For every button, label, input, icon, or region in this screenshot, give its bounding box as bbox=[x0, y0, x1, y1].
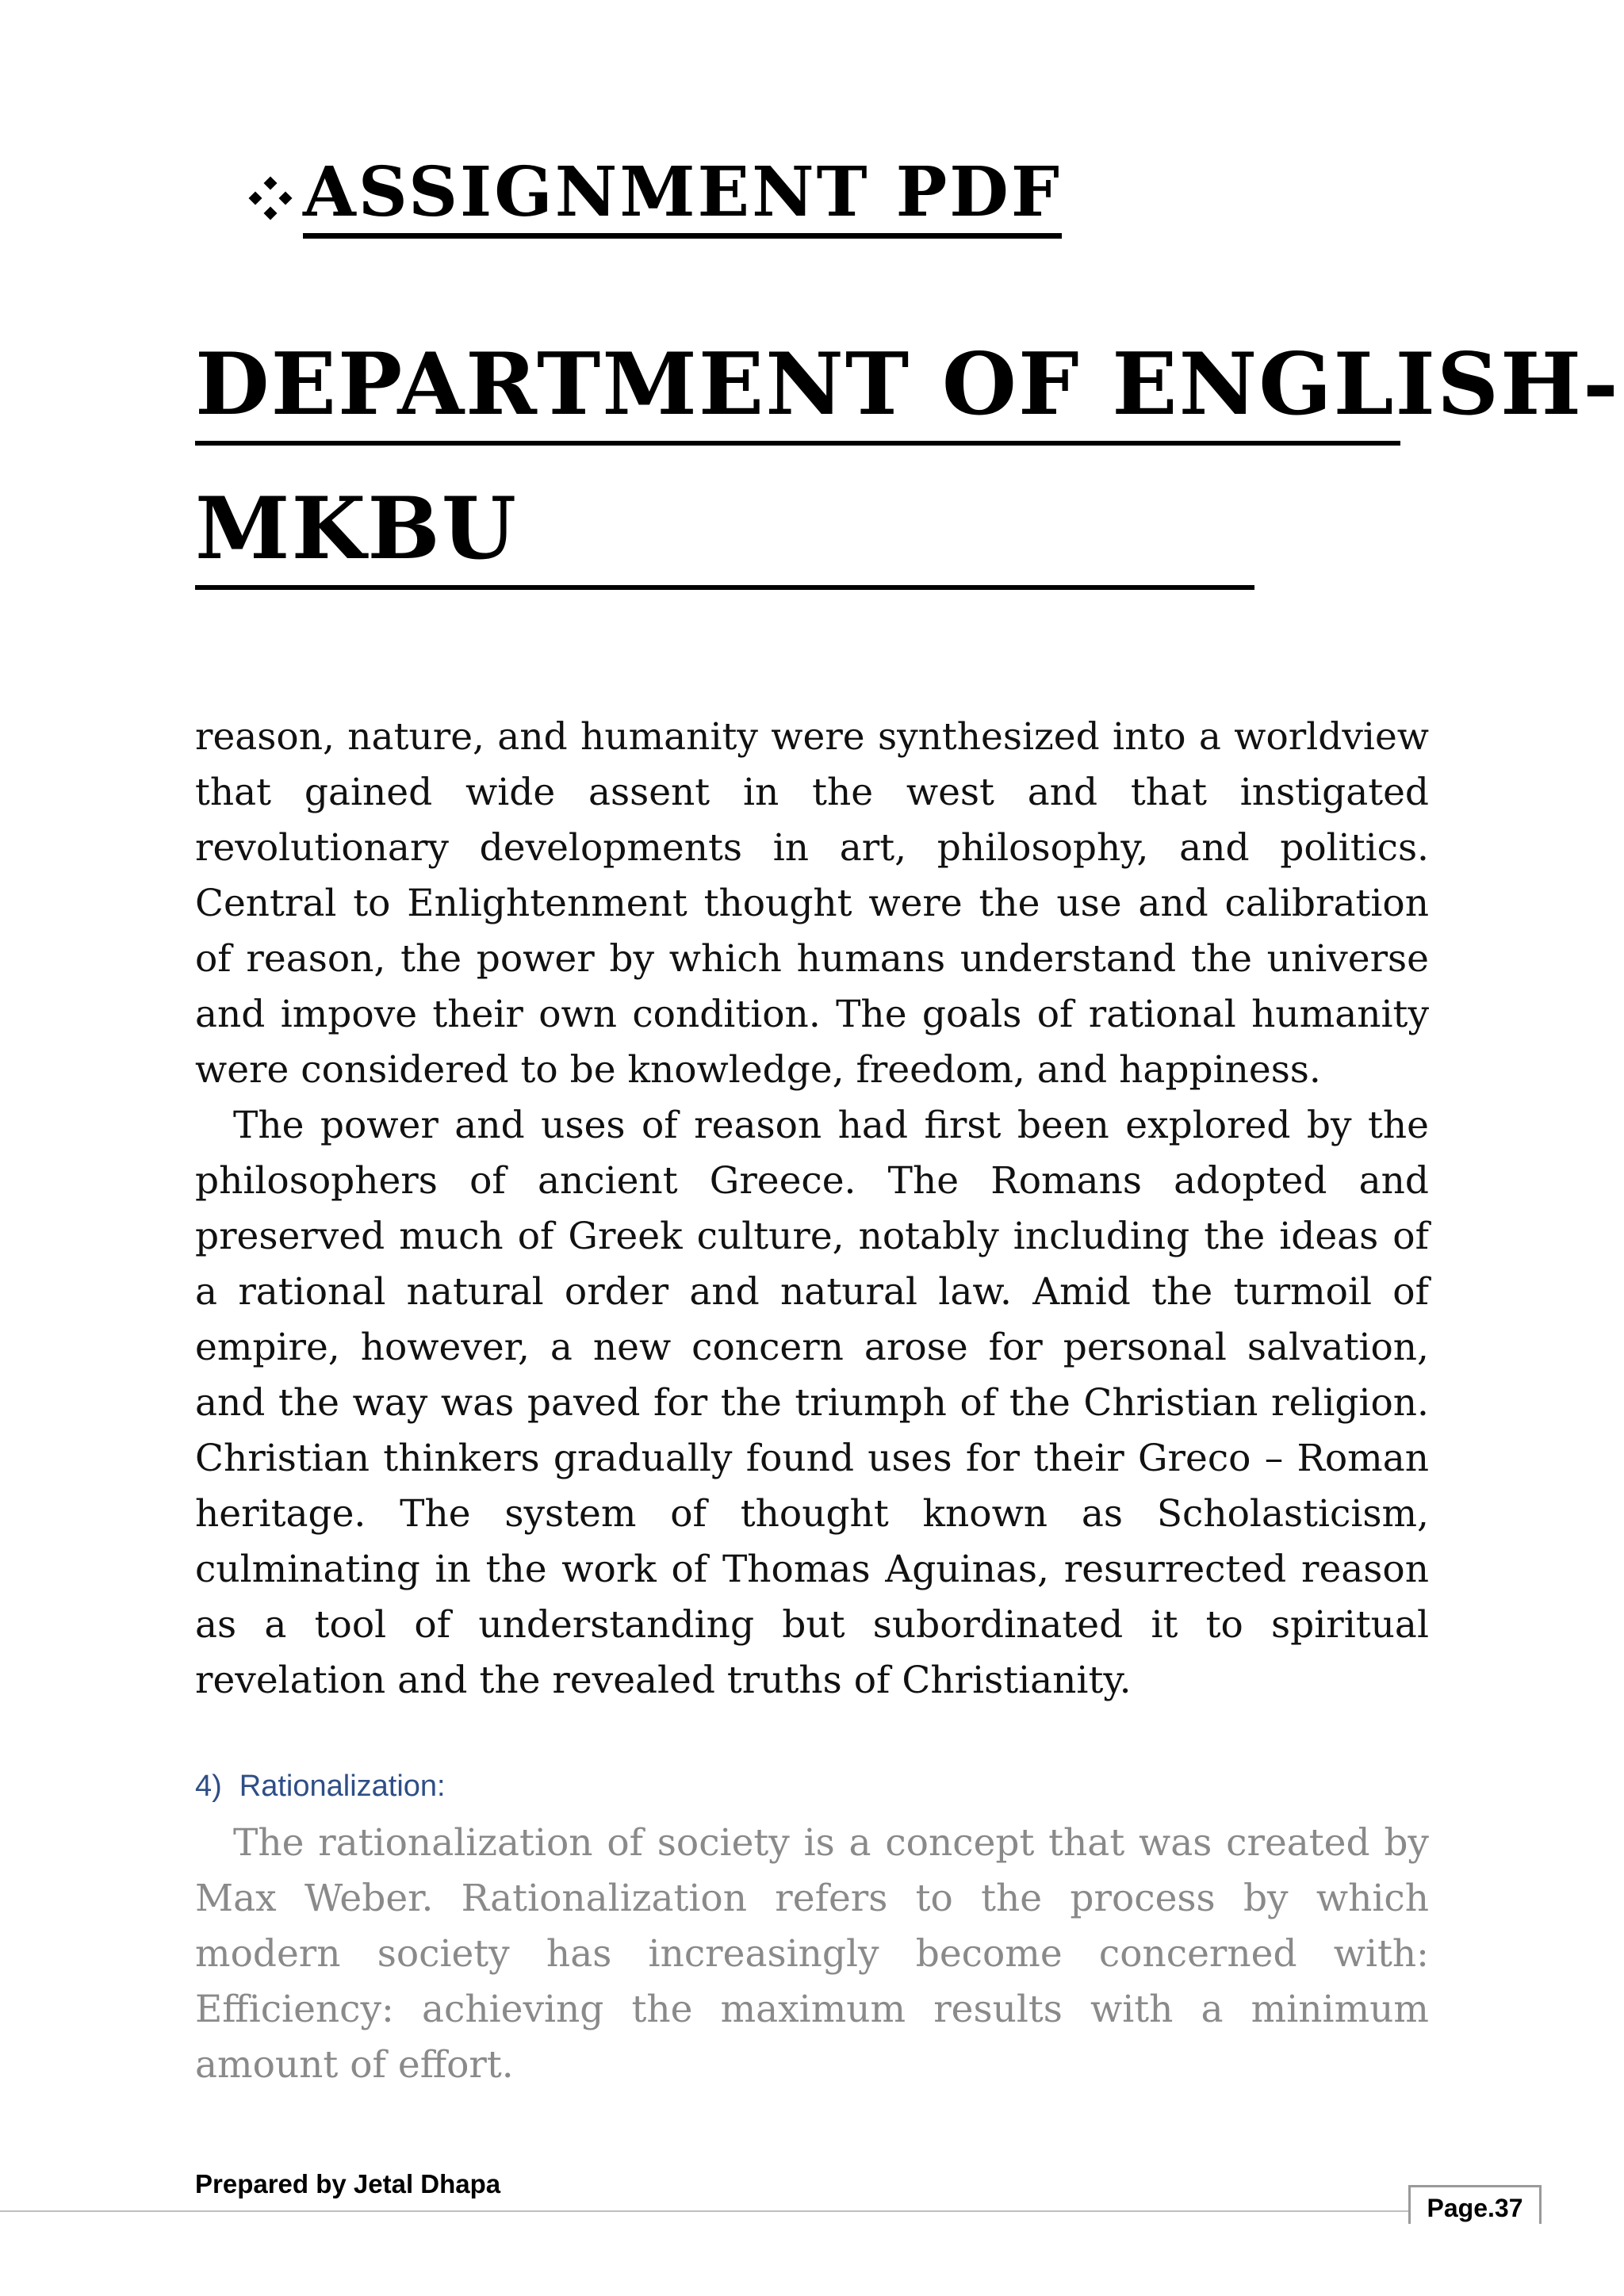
paragraph-1: reason, nature, and humanity were synthesized into a worldview that gained wide assent in the west and that instigated revolutionary developments in art, philosophy, and politics. Central to Enlightenment thought were the use and calibration of reason, the power by which humans understand the universe and impove their own condition. The goals of rational humanity were considered to be knowledge, freedom, and happiness. bbox=[195, 715, 1429, 1092]
footer-divider bbox=[0, 2210, 1538, 2212]
section-number: 4) bbox=[195, 1770, 222, 1803]
page-number: Page.37 bbox=[1408, 2185, 1542, 2224]
body-text bbox=[195, 710, 1429, 1709]
diamond-bullet-icon bbox=[247, 175, 293, 221]
section-heading bbox=[195, 1770, 446, 1804]
department-heading bbox=[195, 333, 1620, 590]
department-heading-line2: MKBU bbox=[195, 477, 1254, 590]
paragraph-2: The power and uses of reason had first been explored by the philosophers of ancient Greece. The Romans adopted and preserved much of Greek culture, notably including the ideas of a rational natural order and natural law. Amid the turmoil of empire, however, a new concern arose for personal salvation, and the way was paved for the triumph of the Christian religion. Christian thinkers gradually found uses for their Greco – Roman heritage. The system of thought known as Scholasticism, culminating in the work of Thomas Aguinas, resurrected reason as a tool of understanding but subordinated it to spiritual revelation and the revealed truths of Christianity. bbox=[195, 1104, 1429, 1702]
header bbox=[247, 152, 1062, 239]
department-heading-line1: DEPARTMENT OF ENGLISH- bbox=[195, 333, 1400, 446]
section-paragraph: The rationalization of society is a concept that was created by Max Weber. Rationalization refers to the process by which modern society has increasingly become concerned with: Efficiency: achieving the maximum results with a minimum amount of effort. bbox=[195, 1821, 1429, 2087]
footer-author: Prepared by Jetal Dhapa bbox=[195, 2169, 501, 2198]
section-title: Rationalization: bbox=[239, 1770, 446, 1803]
document-title: ASSIGNMENT PDF bbox=[303, 159, 1062, 239]
